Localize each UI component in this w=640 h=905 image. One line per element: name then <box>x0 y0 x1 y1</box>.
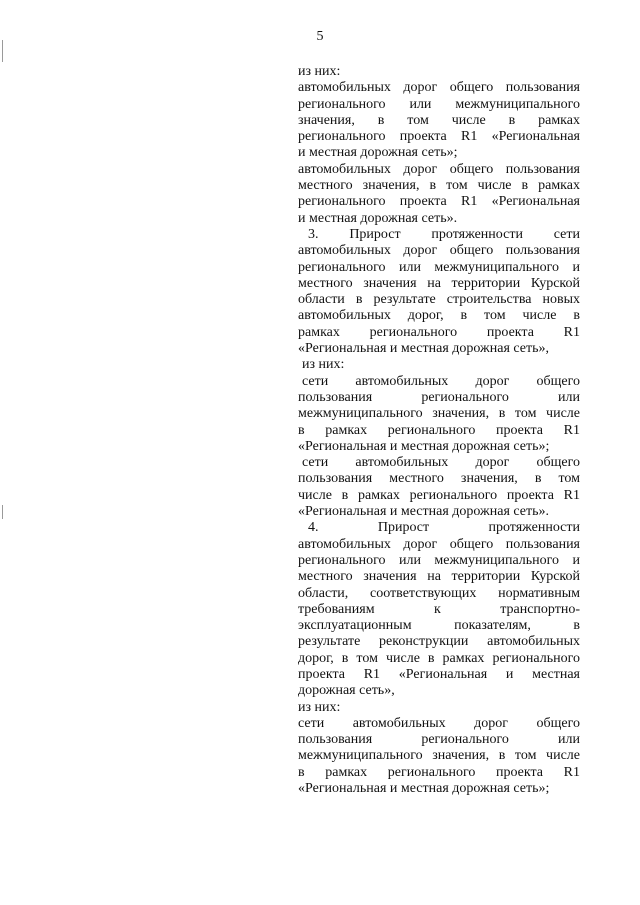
text-line: автомобильных дорог общего пользования <box>298 536 580 552</box>
paragraph <box>298 700 580 716</box>
paragraph <box>298 80 580 161</box>
text-line: значения, в том числе в рамках <box>298 112 580 128</box>
text-line: из них: <box>298 699 341 715</box>
text-line: «Региональная и местная дорожная сеть», <box>298 341 549 357</box>
text-line: из них: <box>298 64 341 79</box>
text-line: области, соответствующих нормативным <box>298 585 580 601</box>
text-line: из них: <box>302 357 345 373</box>
paragraph <box>298 357 580 373</box>
text-line: результате реконструкции автомобильных <box>298 634 580 650</box>
text-line: сети автомобильных дорог общего <box>302 455 580 471</box>
text-line: требованиям к транспортно- <box>298 601 580 617</box>
text-line: в рамках регионального проекта R1 <box>298 422 580 438</box>
document-body <box>298 64 580 797</box>
text-line: дорожная сеть», <box>298 683 395 699</box>
text-line: регионального или межмуниципального и <box>298 259 580 275</box>
paragraph <box>298 227 580 357</box>
text-line: пользования регионального или <box>298 389 580 405</box>
text-line: рамках регионального проекта R1 <box>298 324 580 340</box>
text-line: в рамках регионального проекта R1 <box>298 764 580 780</box>
text-line: пользования регионального или <box>298 732 580 748</box>
paragraph <box>298 162 580 227</box>
text-line: сети автомобильных дорог общего <box>302 373 580 389</box>
text-line: автомобильных дорог общего пользования <box>298 161 580 177</box>
text-line: местного значения на территории Курской <box>298 275 580 291</box>
text-line: числе в рамках регионального проекта R1 <box>298 487 580 503</box>
text-line: местного значения на территории Курской <box>298 569 580 585</box>
text-line: «Региональная и местная дорожная сеть». <box>298 504 549 520</box>
text-line: области в результате строительства новых <box>298 292 580 308</box>
scan-margin-mark <box>2 505 3 519</box>
text-line: автомобильных дорог общего пользования <box>298 80 580 96</box>
text-line: эксплуатационным показателям, в <box>298 618 580 634</box>
text-line: 3. Прирост протяженности сети <box>308 226 580 242</box>
text-line: и местная дорожная сеть»; <box>298 145 458 161</box>
text-line: межмуниципального значения, в том числе <box>298 406 580 422</box>
paragraph <box>298 455 580 520</box>
paragraph <box>298 716 580 797</box>
page-number: 5 <box>316 29 324 44</box>
text-line: регионального проекта R1 «Региональная <box>298 129 580 145</box>
text-line: автомобильных дорог, в том числе в <box>298 308 580 324</box>
text-line: местного значения, в том числе в рамках <box>298 178 580 194</box>
text-line: «Региональная и местная дорожная сеть»; <box>298 438 550 454</box>
text-line: 4. Прирост протяженности <box>308 520 580 536</box>
paragraph <box>298 374 580 455</box>
text-line: пользования местного значения, в том <box>298 471 580 487</box>
text-line: регионального или межмуниципального <box>298 96 580 112</box>
text-line: регионального проекта R1 «Региональная <box>298 194 580 210</box>
text-line: автомобильных дорог общего пользования <box>298 243 580 259</box>
paragraph <box>298 64 580 80</box>
text-line: дорог, в том числе в рамках регионального <box>298 650 580 666</box>
text-line: и местная дорожная сеть». <box>298 210 458 226</box>
text-line: проекта R1 «Региональная и местная <box>298 666 580 682</box>
text-line: регионального или межмуниципального и <box>298 552 580 568</box>
paragraph <box>298 520 580 699</box>
text-line: сети автомобильных дорог общего <box>298 715 580 731</box>
text-line: «Региональная и местная дорожная сеть»; <box>298 781 550 797</box>
text-line: межмуниципального значения, в том числе <box>298 748 580 764</box>
